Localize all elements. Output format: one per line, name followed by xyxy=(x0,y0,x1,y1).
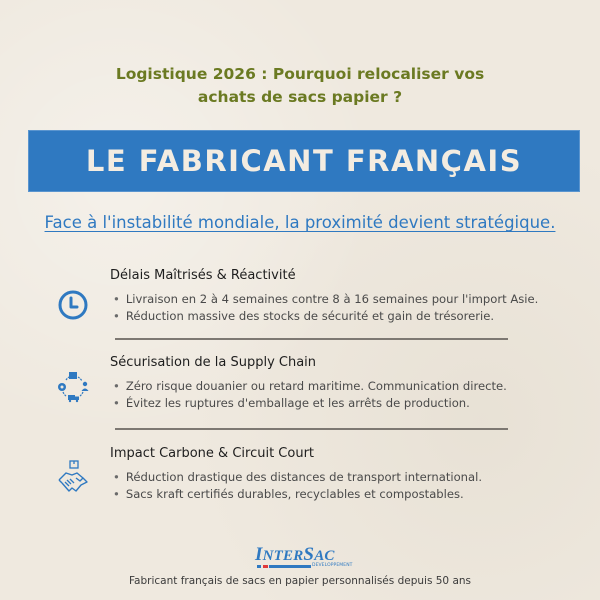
logo-subtitle: DEVELOPPEMENT xyxy=(312,563,353,568)
tagline-link[interactable]: Face à l'instabilité mondiale, la proximité devient stratégique. xyxy=(44,213,556,232)
page-subtitle xyxy=(0,63,600,109)
subtitle-line-2: achats de sacs papier ? xyxy=(197,88,403,106)
handshake-package-icon xyxy=(56,460,90,494)
section-title: Impact Carbone & Circuit Court xyxy=(110,446,315,461)
banner-title: LE FABRICANT FRANÇAIS xyxy=(85,144,523,178)
section-divider xyxy=(115,428,508,430)
subtitle-line-1: Logistique 2026 : Pourquoi relocaliser vos xyxy=(115,65,485,83)
bullet-list xyxy=(113,291,538,324)
bullet-item: • Sacs kraft certifiés durables, recyclables et compostables. xyxy=(113,486,482,503)
section-title: Sécurisation de la Supply Chain xyxy=(110,355,317,370)
footer-text: Fabricant français de sacs en papier personnalisés depuis 50 ans xyxy=(128,575,472,587)
bullet-item: • Évitez les ruptures d'emballage et les arrêts de production. xyxy=(113,395,507,412)
bullet-item: • Livraison en 2 à 4 semaines contre 8 à 16 semaines pour l'import Asie. xyxy=(113,291,538,308)
bullet-list xyxy=(113,378,507,411)
title-banner xyxy=(28,130,580,192)
logo-wordmark: INTERSAC xyxy=(255,544,335,565)
logo-bar-red xyxy=(263,565,268,568)
logo-bar-blue-left xyxy=(257,565,261,568)
bullet-item: • Réduction drastique des distances de transport international. xyxy=(113,469,482,486)
clock-icon xyxy=(56,288,90,322)
bullet-list xyxy=(113,469,482,502)
section-divider xyxy=(115,338,508,340)
intersac-logo xyxy=(255,544,353,574)
bullet-item: • Réduction massive des stocks de sécurité et gain de trésorerie. xyxy=(113,308,538,325)
supply-chain-cycle-icon xyxy=(56,370,90,404)
bullet-item: • Zéro risque douanier ou retard maritime. Communication directe. xyxy=(113,378,507,395)
logo-bar-blue xyxy=(269,565,311,568)
section-title: Délais Maîtrisés & Réactivité xyxy=(110,268,296,283)
